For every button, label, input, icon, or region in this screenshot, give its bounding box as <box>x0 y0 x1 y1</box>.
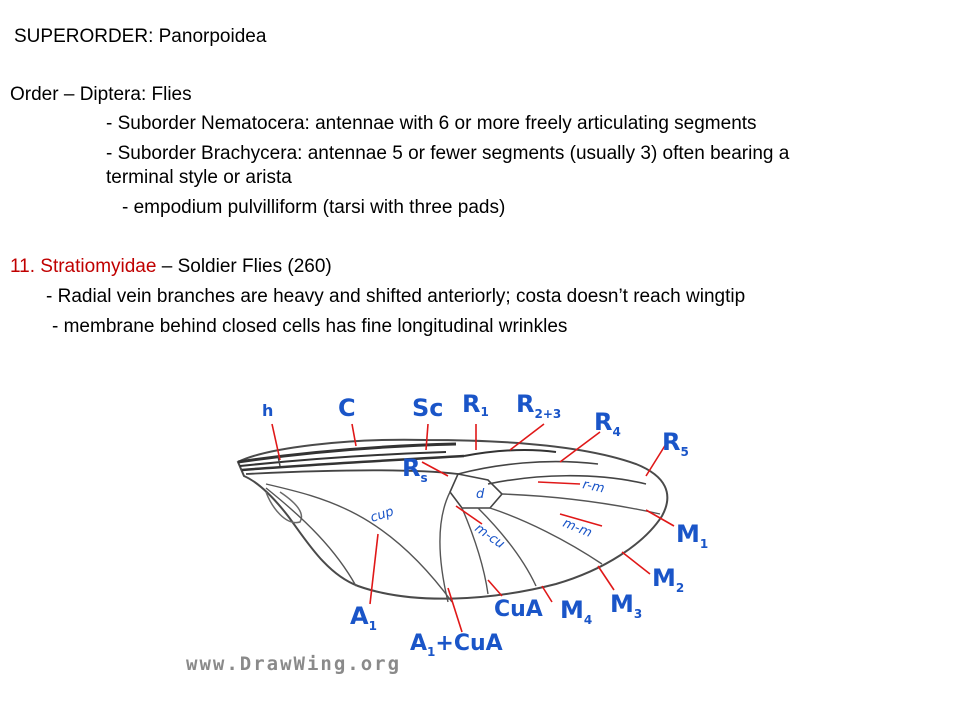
label-r5: $R_5$ <box>662 428 689 459</box>
label-r1: R1 <box>462 390 489 419</box>
superorder-heading: SUPERORDER: Panorpoidea <box>14 26 267 47</box>
trait-membrane: - membrane behind closed cells has fine longitudinal wrinkles <box>52 316 568 337</box>
label-cua: CuA <box>494 597 543 622</box>
order-heading: Order – Diptera: Flies <box>10 84 192 105</box>
label-rm: r-m <box>581 477 606 497</box>
label-r23: $R_{2+3}$ <box>516 390 562 421</box>
label-h: h <box>262 401 274 420</box>
label-m4: $M_4$ <box>560 596 593 627</box>
leader-m4 <box>542 586 552 602</box>
r4-branch <box>458 462 598 474</box>
m3-vein <box>478 508 536 586</box>
suborder-brachycera: - Suborder Brachycera: antennae 5 or fewer segments (usually 3) often bearing a <box>106 143 790 164</box>
trait-radial-vein: - Radial vein branches are heavy and shifted anteriorly; costa doesn’t reach wingtip <box>46 286 746 307</box>
label-m3: $M_3$ <box>610 590 643 621</box>
label-mm: m-m <box>560 515 594 541</box>
label-a1: $A_1$ <box>350 602 377 633</box>
suborder-nematocera: - Suborder Nematocera: antennae with 6 or more freely articulating segments <box>106 113 757 134</box>
label-sc: Sc <box>412 394 444 422</box>
family-common-name: – Soldier Flies (260) <box>156 256 332 277</box>
m4-vein <box>462 508 488 594</box>
leader-m3 <box>598 566 614 590</box>
label-a1-cua: $A_1+CuA$ <box>410 631 503 659</box>
label-c: C <box>338 394 356 422</box>
empodium-note: - empodium pulvilliform (tarsi with three pads) <box>122 197 506 218</box>
label-discal-cell: d <box>476 487 485 502</box>
label-m1: $M_1$ <box>676 520 709 551</box>
family-heading <box>10 256 332 278</box>
leader-m1 <box>646 510 674 526</box>
cua-vein <box>440 492 450 602</box>
leader-c <box>352 424 356 446</box>
a1-vein <box>266 488 356 586</box>
label-cup: cup <box>368 504 396 526</box>
leader-r23 <box>510 424 544 450</box>
label-rs: $R_s$ <box>402 454 428 485</box>
cup-vein <box>266 484 452 602</box>
label-m2: $M_2$ <box>652 564 685 595</box>
leader-a1 <box>370 534 378 604</box>
wing-venation-figure <box>186 380 726 680</box>
r23-branch <box>464 450 556 456</box>
leader-m2 <box>622 552 650 574</box>
leader-cua <box>488 580 502 596</box>
leader-rm <box>538 482 580 484</box>
family-name: 11. Stratiomyidae <box>10 256 157 277</box>
m1-vein <box>502 494 660 514</box>
drawwing-watermark: www.DrawWing.org <box>186 653 402 675</box>
label-mcu: m-cu <box>471 520 508 553</box>
suborder-brachycera-cont: terminal style or arista <box>106 167 292 188</box>
leader-a1cua <box>448 588 462 632</box>
leader-h <box>272 424 280 460</box>
label-r4: $R_4$ <box>594 408 621 439</box>
